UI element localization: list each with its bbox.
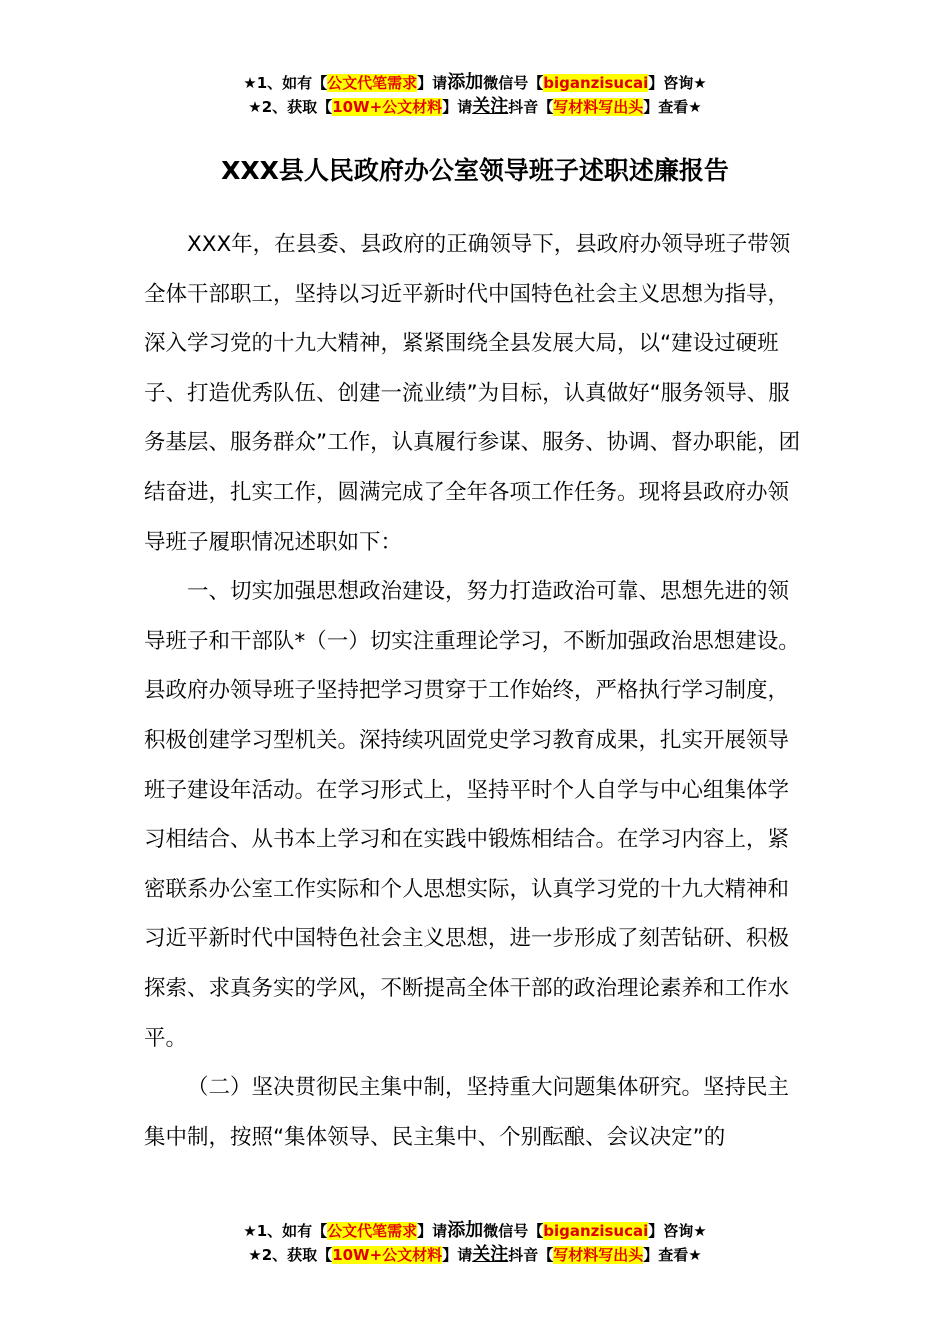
promo-highlight: 10W+公文材料: [332, 98, 443, 116]
promo-text: 抖音【: [508, 1246, 554, 1264]
promo-text: 】查看★: [643, 98, 702, 116]
promo-text: ★2、获取【: [248, 1246, 333, 1264]
top-promo-banner: [0, 71, 950, 119]
promo-text: ★1、如有【: [243, 74, 328, 92]
promo-wechat-id: biganzisucai: [543, 1222, 649, 1240]
promo-text: 抖音【: [508, 98, 554, 116]
promo-emphasis: 添加: [447, 1220, 484, 1241]
promo-emphasis: 关注: [472, 1244, 509, 1265]
document-title: XXX县人民政府办公室领导班子述职述廉报告: [221, 156, 729, 185]
promo-text: ★1、如有【: [243, 1222, 328, 1240]
bottom-promo-banner: [0, 1219, 950, 1267]
promo-text: 】咨询★: [648, 74, 707, 92]
promo-line-1: [0, 71, 950, 95]
promo-text: 】请: [442, 1246, 473, 1264]
promo-wechat-id: biganzisucai: [543, 74, 649, 92]
promo-text: ★2、获取【: [248, 98, 333, 116]
promo-line-1: [0, 1219, 950, 1243]
promo-text: 】请: [417, 74, 448, 92]
promo-text: 】请: [442, 98, 473, 116]
promo-highlight: 公文代笔需求: [327, 74, 418, 92]
promo-text: 】咨询★: [648, 1222, 707, 1240]
promo-emphasis: 添加: [447, 72, 484, 93]
promo-highlight: 公文代笔需求: [327, 1222, 418, 1240]
document-body: [144, 220, 806, 1162]
promo-highlight: 10W+公文材料: [332, 1246, 443, 1264]
promo-text: 微信号【: [483, 74, 544, 92]
promo-emphasis: 关注: [472, 96, 509, 117]
promo-douyin-id: 写材料写出头: [553, 98, 644, 116]
body-paragraph: （二）坚决贯彻民主集中制，坚持重大问题集体研究。坚持民主集中制，按照“集体领导、民主集中、个别酝酿、会议决定”的: [144, 1075, 790, 1150]
promo-line-2: [0, 95, 950, 119]
body-paragraph: XXX年，在县委、县政府的正确领导下，县政府办领导班子带领全体干部职工，坚持以习近平新时代中国特色社会主义思想为指导，深入学习党的十九大精神，紧紧围绕全县发展大局，以“建设过硬班子、打造优秀队伍、创建一流业绩”为目标，认真做好“服务领导、服务基层、服务群众”工作，认真履行参谋、服务、协调、督办职能，团结奋进，扎实工作，圆满完成了全年各项工作任务。现将县政府办领导班子履职情况述职如下：: [144, 232, 801, 555]
body-paragraph: 一、切实加强思想政治建设，努力打造政治可靠、思想先进的领导班子和干部队*（一）切实注重理论学习，不断加强政治思想建设。县政府办领导班子坚持把学习贯穿于工作始终，严格执行学习制度，积极创建学习型机关。深持续巩固党史学习教育成果，扎实开展领导班子建设年活动。在学习形式上，坚持平时个人自学与中心组集体学习相结合、从书本上学习和在实践中锻炼相结合。在学习内容上，紧密联系办公室工作实际和个人思想实际，认真学习党的十九大精神和习近平新时代中国特色社会主义思想，进一步形成了刻苦钻研、积极探索、求真务实的学风，不断提高全体干部的政治理论素养和工作水平。: [144, 579, 800, 1051]
promo-text: 】查看★: [643, 1246, 702, 1264]
promo-text: 微信号【: [483, 1222, 544, 1240]
promo-text: 】请: [417, 1222, 448, 1240]
promo-line-2: [0, 1243, 950, 1267]
promo-douyin-id: 写材料写出头: [553, 1246, 644, 1264]
